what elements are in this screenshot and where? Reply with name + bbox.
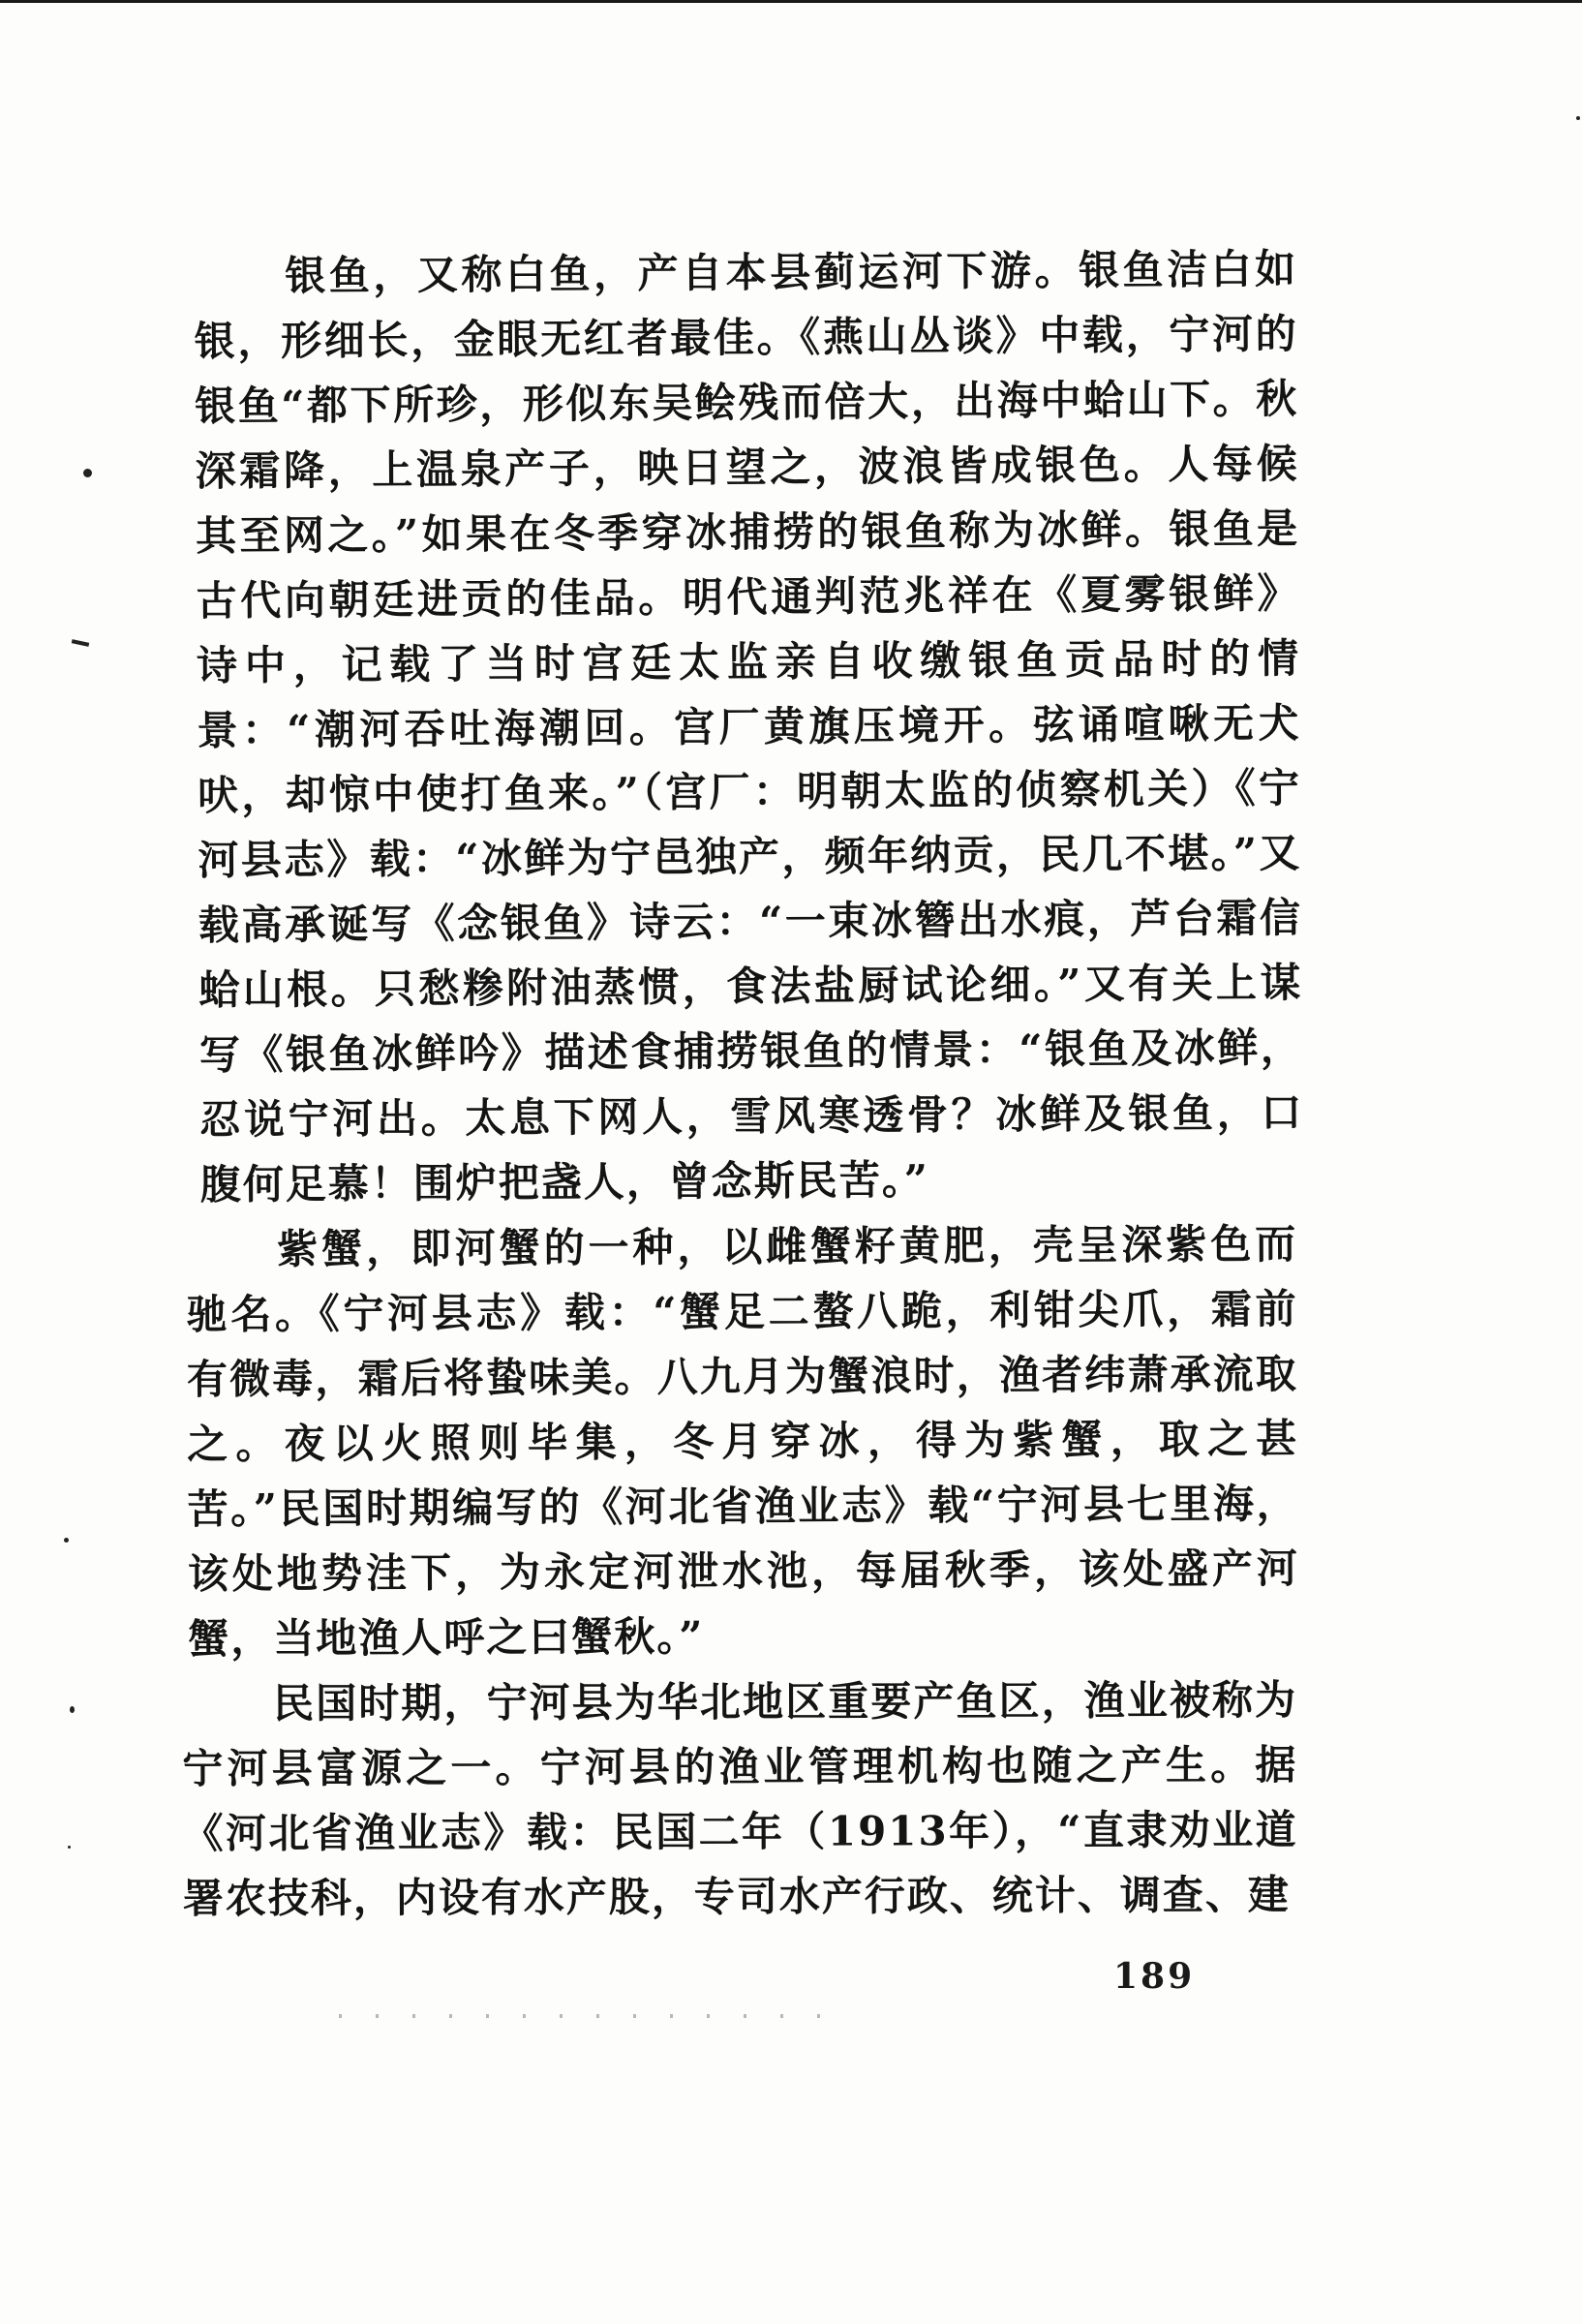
body-text [182, 244, 1304, 1931]
scan-speck [70, 1706, 75, 1713]
paragraph-fishery-history: 民国时期，宁河县为华北地区重要产鱼区，渔业被称为宁河县富源之一。宁河县的渔业管理机构也随之产生。据《河北省渔业志》载：民国二年（1913年），“直隶劝业道署农技科，内设有水产股，专司水产行政、统计、调查、建 [182, 1675, 1298, 1922]
scan-dots [339, 2014, 823, 2018]
scan-top-edge [0, 0, 1582, 3]
scan-speck [1576, 116, 1580, 120]
scan-mark [72, 639, 89, 647]
scan-speck [68, 1846, 71, 1849]
paragraph-silverfish: 银鱼，又称白鱼，产自本县蓟运河下游。银鱼洁白如银，形细长，金眼无红者最佳。《燕山丛谈》中载，宁河的银鱼“都下所珍，形似东吴鲙残而倍大，出海中蛤山下。秋深霜降，上温泉产子，映日望之，波浪皆成银色。人每候其至网之。”如果在冬季穿冰捕捞的银鱼称为冰鲜。银鱼是古代向朝廷进贡的佳品。明代通判范兆祥在《夏雾银鲜》诗中，记载了当时宫廷太监亲自收缴银鱼贡品时的情景：“潮河吞吐海潮回。宫厂黄旗压境开。弦诵喧啾无犬吠，却惊中使打鱼来。”（宫厂：明朝太监的侦察机关）《宁河县志》载：“冰鲜为宁邑独产，频年纳贡，民几不堪。”又载高承诞写《念银鱼》诗云：“一束冰簪出水痕，芦台霜信蛤山根。只愁糁附油蒸惯，食法盐厨试论细。”又有关上谋写《银鱼冰鲜吟》描述食捕捞银鱼的情景：“银鱼及冰鲜，忍说宁河出。太息下网人，雪风寒透骨？冰鲜及银鱼，口腹何足慕！围炉把盏人，曾念斯民苦。” [194, 245, 1304, 1208]
paragraph-purple-crab: 紫蟹，即河蟹的一种，以雌蟹籽黄肥，壳呈深紫色而驰名。《宁河县志》载：“蟹足二螯八跪，利钳尖爪，霜前有微毒，霜后将蛰味美。八九月为蟹浪时，渔者纬萧承流取之。夜以火照则毕集，冬月穿冰，得为紫蟹，取之甚苦。”民国时期编写的《河北省渔业志》载“宁河县七里海，该处地势洼下，为永定河泄水池，每届秋季，该处盛产河蟹，当地渔人呼之曰蟹秋。” [186, 1219, 1300, 1663]
page-number: 189 [1113, 1956, 1196, 1997]
scan-speck [83, 469, 92, 477]
scan-speck [64, 1538, 69, 1543]
